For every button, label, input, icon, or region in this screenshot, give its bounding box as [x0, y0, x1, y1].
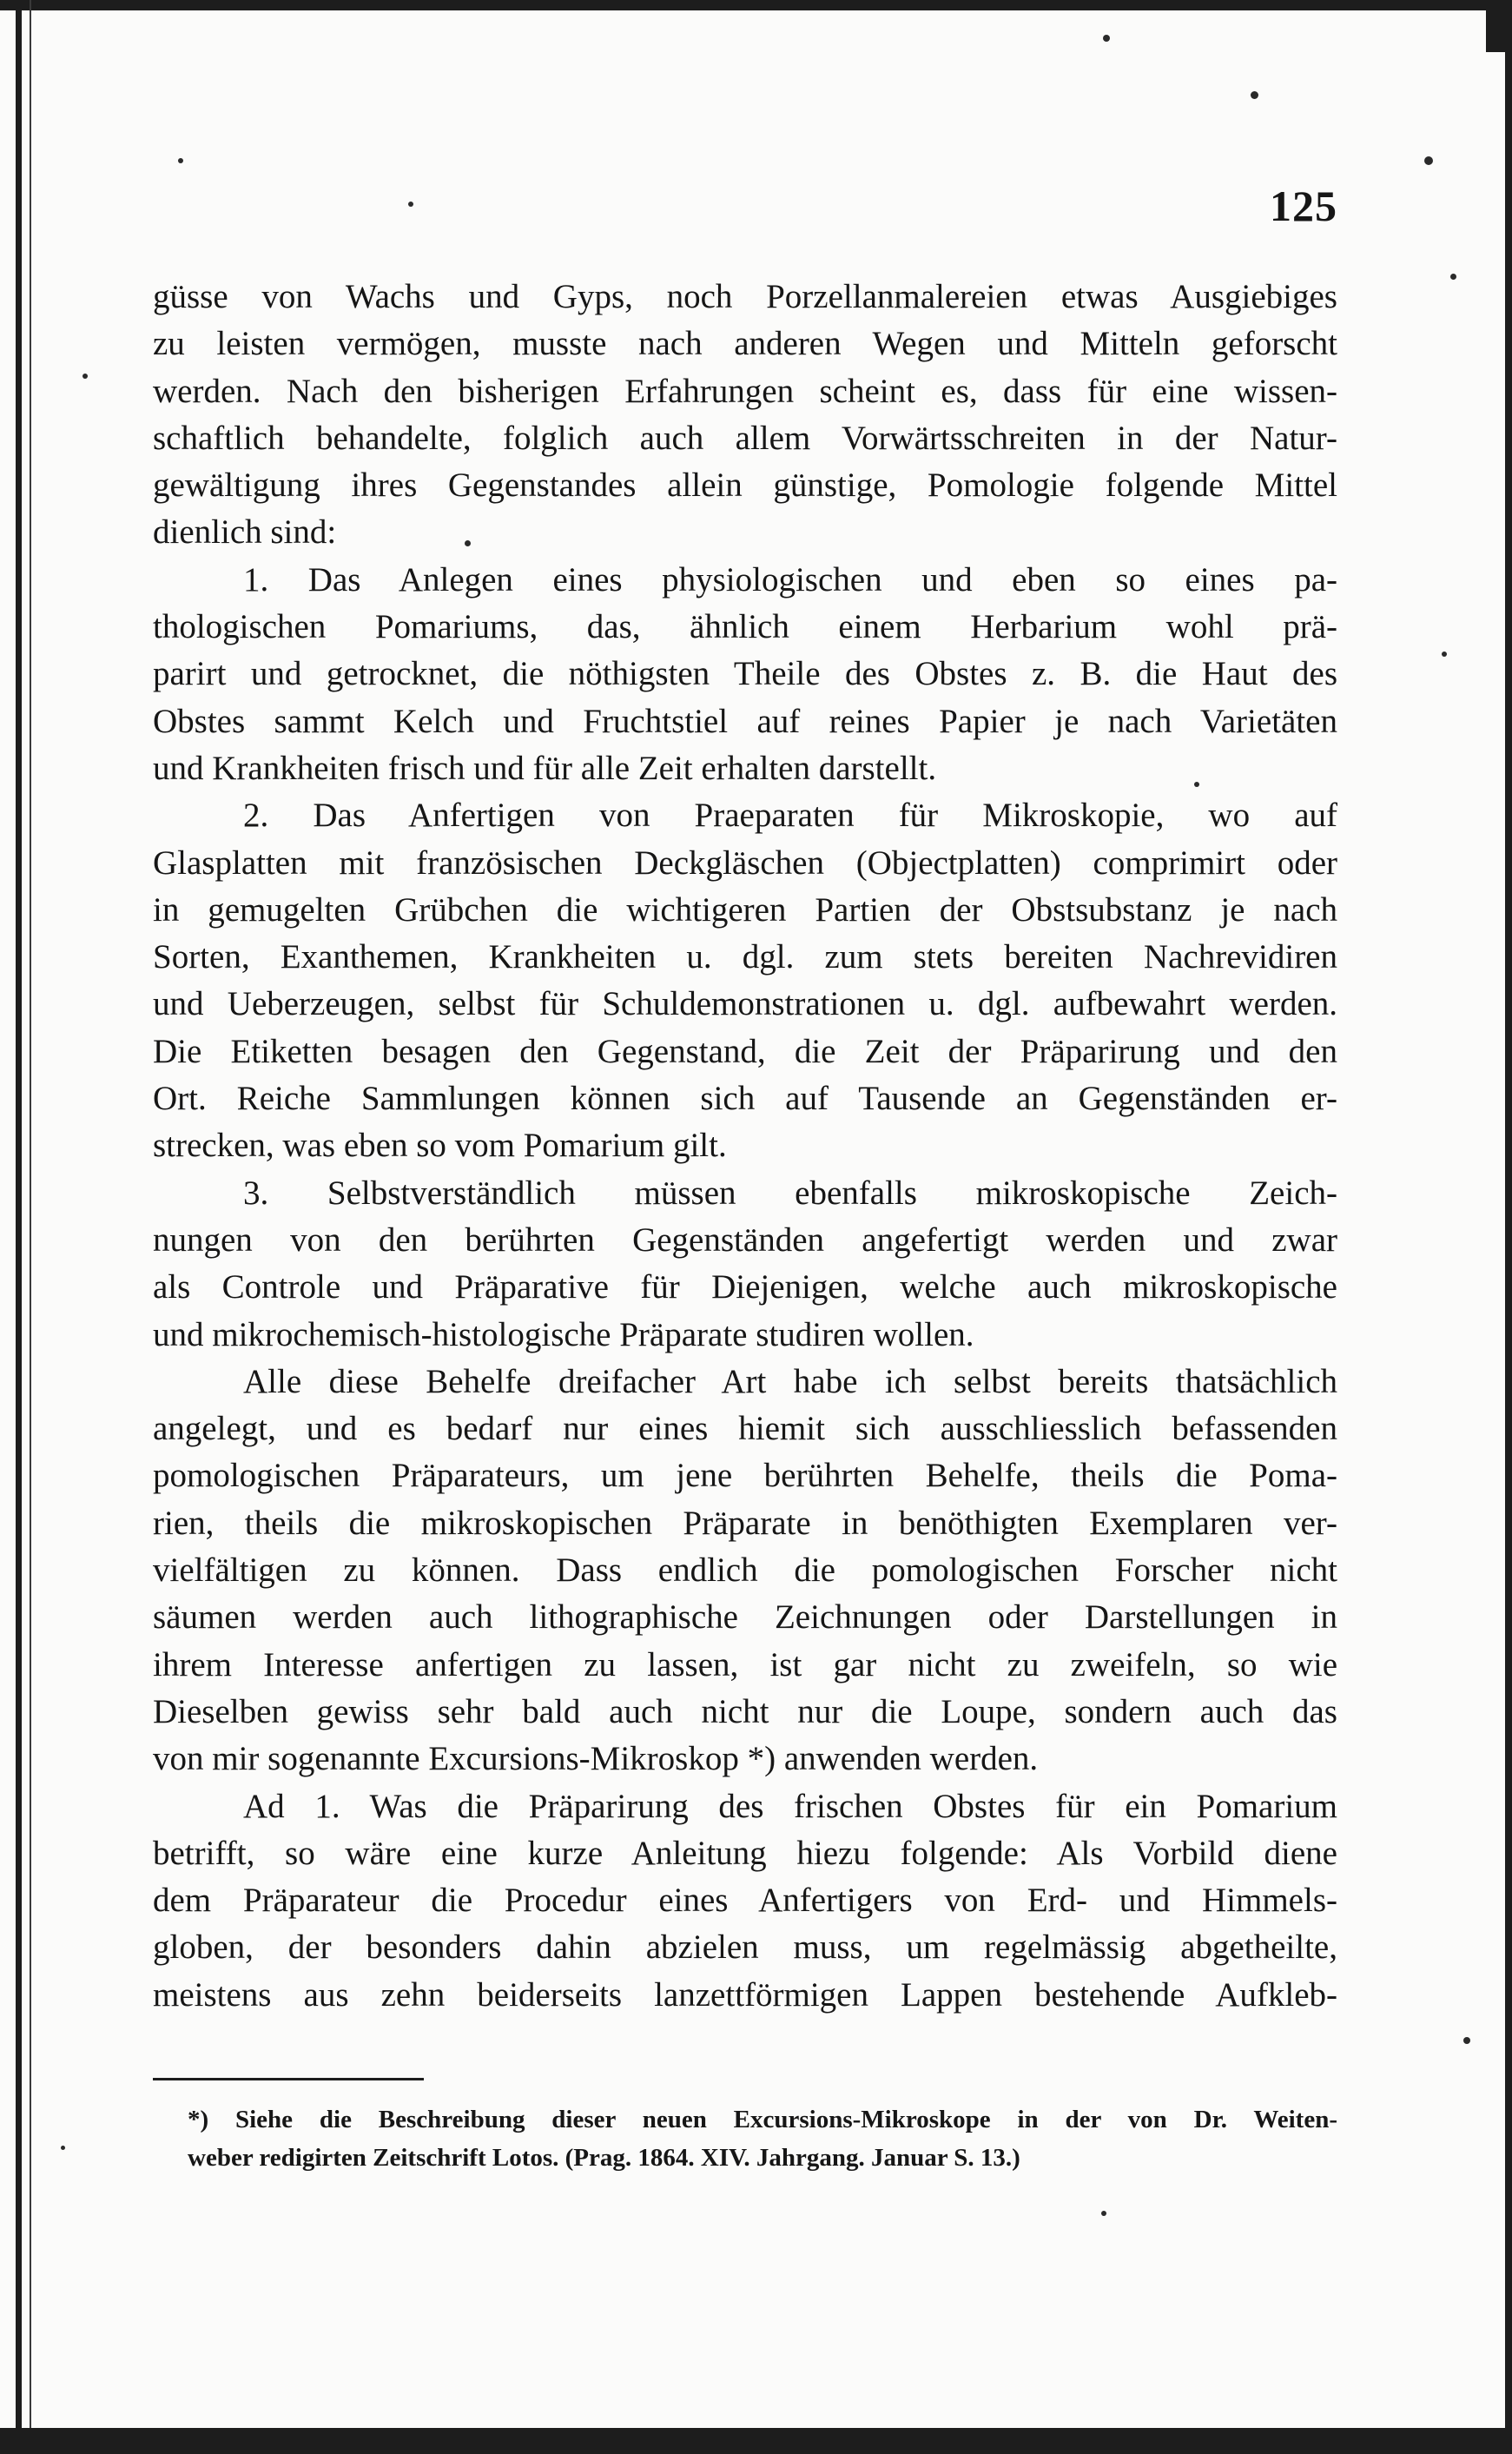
text-line: Glasplatten mit französischen Deckgläschen (Objectplatten) comprimirt oder: [153, 843, 1337, 882]
scan-corner-mark: [1486, 0, 1505, 52]
text-line: betrifft, so wäre eine kurze Anleitung hiezu folgende: Als Vorbild diene: [153, 1834, 1337, 1872]
dust-speck: [1463, 2037, 1470, 2044]
text-line: als Controle und Präparative für Diejenigen, welche auch mikroskopische: [153, 1268, 1337, 1306]
text-line: schaftlich behandelte, folglich auch allem Vorwärtsschreiten in der Natur-: [153, 419, 1337, 457]
scan-border-left-inner: [30, 0, 31, 2454]
text-line: dienlich sind:: [153, 513, 337, 552]
dust-speck: [178, 158, 183, 163]
text-line: Alle diese Behelfe dreifacher Art habe ich selbst bereits thatsächlich: [243, 1362, 1337, 1400]
dust-speck: [1450, 274, 1456, 280]
scan-border-left: [16, 0, 22, 2454]
text-line: 1. Das Anlegen eines physiologischen und eben so eines pa-: [243, 560, 1337, 599]
text-line: dem Präparateur die Procedur eines Anfertigers von Erd- und Himmels-: [153, 1882, 1337, 1920]
dust-speck: [408, 202, 413, 207]
text-line: und Krankheiten frisch und für alle Zeit erhalten darstellt.: [153, 749, 937, 787]
text-line: säumen werden auch lithographische Zeichnungen oder Darstellungen in: [153, 1598, 1337, 1637]
dust-speck: [1251, 91, 1258, 99]
text-line: und mikrochemisch-histologische Präparate studiren wollen.: [153, 1315, 974, 1353]
scan-border-right: [1505, 0, 1512, 2454]
text-line: strecken, was eben so vom Pomarium gilt.: [153, 1127, 727, 1165]
text-line: parirt und getrocknet, die nöthigsten Theile des Obstes z. B. die Haut des: [153, 655, 1337, 693]
dust-speck: [1424, 156, 1433, 165]
text-line: meistens aus zehn beiderseits lanzettförmigen Lappen bestehende Aufkleb-: [153, 1975, 1337, 2014]
scan-border-top: [0, 0, 1512, 10]
text-line: 3. Selbstverständlich müssen ebenfalls mikroskopische Zeich-: [243, 1174, 1337, 1212]
footnote-line: weber redigirten Zeitschrift Lotos. (Prag. 1864. XIV. Jahrgang. Januar S. 13.): [188, 2144, 1020, 2172]
text-line: Ort. Reiche Sammlungen können sich auf Tausende an Gegenständen er-: [153, 1080, 1337, 1118]
text-line: 2. Das Anfertigen von Praeparaten für Mikroskopie, wo auf: [243, 797, 1337, 835]
text-line: globen, der besonders dahin abzielen muss, um regelmässig abgetheilte,: [153, 1928, 1337, 1967]
text-line: Dieselben gewiss sehr bald auch nicht nur die Loupe, sondern auch das: [153, 1692, 1337, 1730]
text-line: und Ueberzeugen, selbst für Schuldemonstrationen u. dgl. aufbewahrt werden.: [153, 985, 1337, 1023]
text-line: vielfältigen zu können. Dass endlich die pomologischen Forscher nicht: [153, 1551, 1337, 1590]
text-line: Die Etiketten besagen den Gegenstand, die Zeit der Präparirung und den: [153, 1032, 1337, 1070]
dust-speck: [1103, 35, 1110, 42]
scan-border-bottom: [0, 2428, 1512, 2454]
text-line: gewältigung ihres Gegenstandes allein günstige, Pomologie folgende Mittel: [153, 466, 1337, 505]
text-line: pomologischen Präparateurs, um jene berührten Behelfe, theils die Poma-: [153, 1457, 1337, 1495]
text-line: von mir sogenannte Excursions-Mikroskop *) anwenden werden.: [153, 1740, 1039, 1778]
text-line: werden. Nach den bisherigen Erfahrungen scheint es, dass für eine wissen-: [153, 372, 1337, 410]
text-line: Ad 1. Was die Präparirung des frischen Obstes für ein Pomarium: [243, 1787, 1337, 1825]
text-line: güsse von Wachs und Gyps, noch Porzellanmalereien etwas Ausgiebiges: [153, 278, 1337, 315]
text-line: Obstes sammt Kelch und Fruchtstiel auf reines Papier je nach Varietäten: [153, 702, 1337, 740]
text-line: rien, theils die mikroskopischen Präparate in benöthigten Exemplaren ver-: [153, 1504, 1337, 1542]
dust-speck: [83, 374, 88, 379]
dust-speck: [61, 2146, 65, 2150]
dust-speck: [1101, 2211, 1106, 2216]
text-line: ihrem Interesse anfertigen zu lassen, ist gar nicht zu zweifeln, so wie: [153, 1645, 1337, 1683]
text-line: zu leisten vermögen, musste nach anderen Wegen und Mitteln geforscht: [153, 325, 1337, 363]
page-number: 125: [1270, 182, 1337, 230]
text-line: nungen von den berührten Gegenständen angefertigt werden und zwar: [153, 1220, 1337, 1259]
text-line: angelegt, und es bedarf nur eines hiemit sich ausschliesslich befassenden: [153, 1410, 1337, 1448]
text-line: in gemugelten Grübchen die wichtigeren Partien der Obstsubstanz je nach: [153, 890, 1337, 929]
text-line: Sorten, Exanthemen, Krankheiten u. dgl. zum stets bereiten Nachrevidiren: [153, 938, 1337, 976]
footnote-separator: [153, 2078, 424, 2080]
main-text: [153, 274, 1337, 2019]
footnote: [188, 2100, 1337, 2177]
footnote-line: *) Siehe die Beschreibung dieser neuen Excursions-Mikroskope in der von Dr. Weiten-: [188, 2106, 1337, 2133]
dust-speck: [1442, 652, 1447, 657]
text-line: thologischen Pomariums, das, ähnlich einem Herbarium wohl prä-: [153, 608, 1337, 646]
